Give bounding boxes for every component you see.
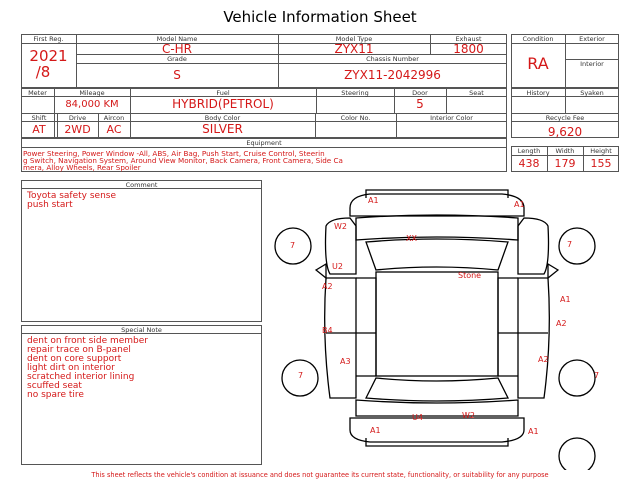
meter-label: Meter [28,89,47,97]
model-type-value: ZYX11 [334,42,374,56]
width-value: 179 [554,157,576,170]
body-color-label: Body Color [204,114,241,122]
footer-disclaimer: This sheet reflects the vehicle's condition at issuance and does not guarantee its current state, functionality, or suitability for any purpose [91,471,549,479]
mark-front-left-wheel: 7 [290,241,296,250]
mark-rear-left-bumper: A1 [370,426,381,435]
interior-color-label: Interior Color [430,114,473,122]
page-title: Vehicle Information Sheet [223,8,417,26]
model-name-label: Model Name [156,35,198,43]
height-value: 155 [590,157,612,170]
width-label: Width [555,147,575,155]
recycle-fee-label: Recycle Fee [545,114,585,122]
mileage-value: 84,000 KM [65,99,119,110]
comment-line-2: push start [27,200,73,210]
model-type-label: Model Type [335,35,373,43]
special-note-5: scratched interior lining [27,372,135,382]
comment-line-1: Toyota safety sense [27,191,116,201]
comment-label: Comment [125,181,158,189]
special-note-7: no spare tire [27,390,84,400]
equipment-label: Equipment [246,139,282,147]
first-reg-month: /8 [35,63,51,81]
front-right-wheel-icon [559,228,595,264]
mark-rear-right-bumper: A1 [528,427,539,436]
rear-right-wheel-icon [559,360,595,396]
fuel-value: HYBRID(PETROL) [172,97,274,111]
mileage-label: Mileage [79,89,105,97]
mark-right-rear-door: A2 [556,319,567,328]
fuel-label: Fuel [216,89,230,97]
length-label: Length [517,147,541,155]
equipment-line-2: g Switch, Navigation System, Around View Monitor, Back Camera, Front Camera, Side Ca [23,156,343,165]
mark-rear-right-wheel: 7 [594,371,600,380]
door-value: 5 [416,97,424,111]
car-diagram [270,178,620,470]
mark-hood: XX [406,234,417,243]
height-label: Height [590,147,612,155]
length-value: 438 [518,157,540,170]
color-no-label: Color No. [340,114,371,122]
grade-label: Grade [167,55,187,63]
mark-left-rear-door: B4 [322,326,333,335]
mark-front-left-bumper: A1 [368,196,379,205]
special-note-1: dent on front side member [27,336,149,346]
mark-left-rear-quarter: A3 [340,357,351,366]
interior-label: Interior [580,60,604,68]
drive-value: 2WD [64,123,91,136]
seat-label: Seat [469,89,484,97]
mark-roof: Stone [458,271,482,280]
mark-right-front-door: A1 [560,295,571,304]
shift-label: Shift [31,114,47,122]
equipment-line-3: mera, Alloy Wheels, Rear Spoiler [23,163,141,172]
syaken-label: Syaken [580,89,604,97]
mark-right-rear-quarter: A2 [538,355,549,364]
equipment-line-1: Power Steering, Power Window -All, ABS, Air Bag, Push Start, Cruise Control, Steerin [23,149,325,158]
aircon-label: Aircon [103,114,125,122]
shift-value: AT [32,123,46,136]
special-note-6: scuffed seat [27,381,82,391]
mark-rear-panel: W2 [462,411,475,420]
chassis-number-label: Chassis Number [366,55,419,63]
special-note-2: repair trace on B-panel [27,345,131,355]
mark-trunk: U4 [412,413,423,422]
mark-rear-left-wheel: 7 [298,371,304,380]
special-note-label: Special Note [121,326,162,334]
grade-value: S [173,68,181,82]
aircon-value: AC [106,123,122,136]
history-label: History [526,89,550,97]
first-reg-label: First Reg. [33,35,64,43]
mark-left-front-door-upper: U2 [332,262,343,271]
door-label: Door [412,89,428,97]
recycle-fee-value: 9,620 [547,125,583,139]
steering-label: Steering [341,89,369,97]
body-color-value: SILVER [202,122,243,136]
mark-front-left-fender: W2 [334,222,347,231]
condition-value: RA [527,54,549,73]
exhaust-label: Exhaust [455,35,482,43]
condition-label: Condition [522,35,554,43]
first-reg-year: 2021 [29,47,68,65]
special-note-3: dent on core support [27,354,122,364]
mark-front-right-bumper: A1 [514,200,525,209]
spare-wheel-icon [559,438,595,470]
mark-left-front-door: A2 [322,282,333,291]
mark-front-right-wheel: 7 [567,240,573,249]
exhaust-value: 1800 [453,42,484,56]
exterior-label: Exterior [579,35,605,43]
special-note-4: light dirt on interior [27,363,115,373]
chassis-number-value: ZYX11-2042996 [344,68,441,82]
model-name-value: C-HR [161,42,193,56]
drive-label: Drive [68,114,87,122]
